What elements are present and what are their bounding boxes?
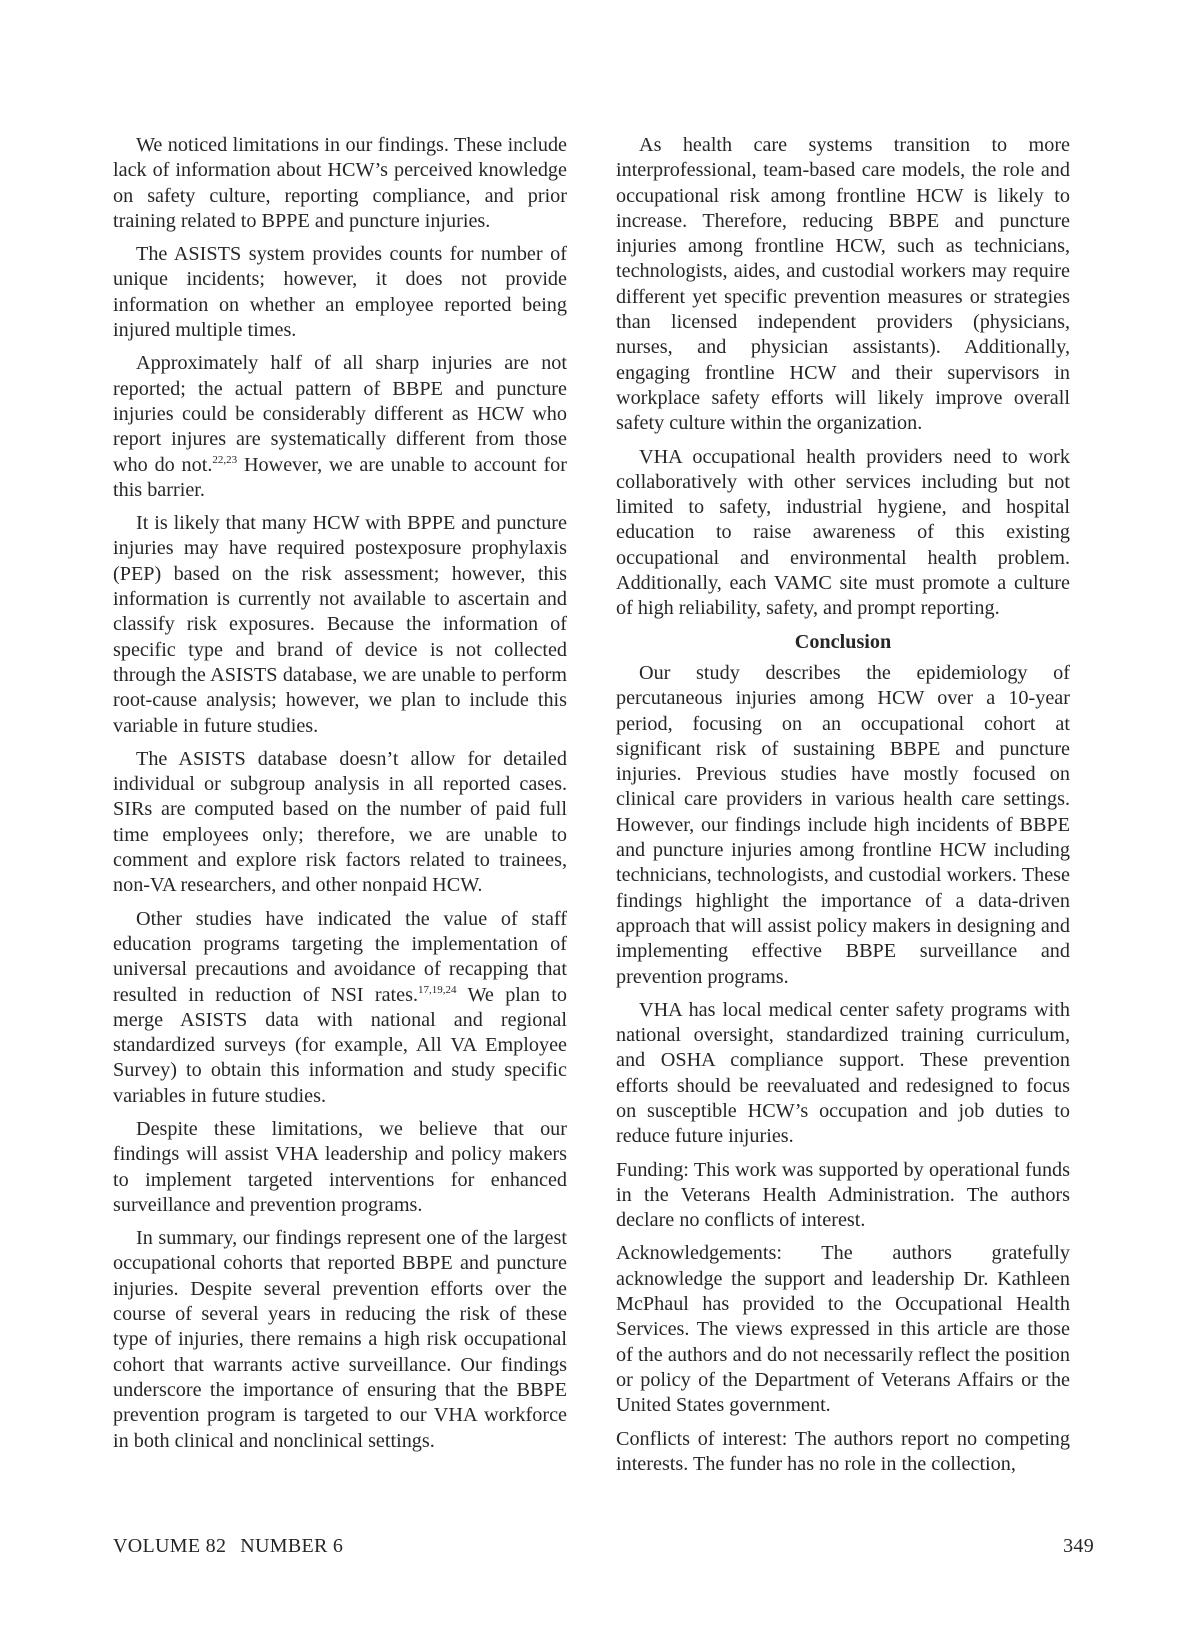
citation: 17,19,24 [418,983,457,996]
paragraph-health-systems: As health care systems transition to more interprofessional, team-based care models, the role and occupational risk among frontline HCW is likely to increase. Therefore, reducing BBPE and puncture injuries among frontline HCW, such as technicians, technologists, aides, and custodial workers may require different yet specific prevention measures or strategies than licensed independent providers (physicians, nurses, and physician assistants). Additionally, engaging frontline HCW and their supervisors in workplace safety efforts will likely improve overall safety culture within the organization. [616,134,1070,435]
paragraph-asists-database: The ASISTS database doesn’t allow for detailed individual or subgroup analysis in all reported cases. SIRs are computed based on the number of paid full time employees only; therefore, we are unable to comment and explore risk factors related to trainees, non-VA researchers, and other nonpaid HCW. [113,747,567,897]
paragraph-vha-programs: VHA has local medical center safety programs with national oversight, standardized training curriculum, and OSHA compliance support. These prevention efforts should be reevaluated and redesigned to focus on susceptible HCW’s occupation and job duties to reduce future injuries. [616,998,1070,1148]
paragraph-education-programs [113,907,567,1109]
footer-volume-info [113,1535,343,1558]
paragraph-acknowledgements: Acknowledgements: The authors gratefully acknowledge the support and leadership Dr. Kathleen McPhaul has provided to the Occupational Health Services. The views expressed in this article are those of the authors and do not necessarily reflect the position or policy of the Department of Veterans Affairs or the United States government. [616,1242,1070,1417]
paragraph-text: Approximately half of all sharp injuries are not reported; the actual pattern of BBPE and puncture injuries could be considerably different as HCW who report injures are systematically different from those who do not. [113,352,567,476]
paragraph-asists-counts: The ASISTS system provides counts for number of unique incidents; however, it does not provide information on whether an employee reported being injured multiple times. [113,243,567,342]
paragraph-conflicts: Conflicts of interest: The authors report no competing interests. The funder has no role in the collection, [616,1427,1070,1475]
paragraph-pep: It is likely that many HCW with BPPE and puncture injuries may have required postexposure prophylaxis (PEP) based on the risk assessment; however, this information is currently not available to ascertain and classify risk exposures. Because the information of specific type and brand of device is not collected through the ASISTS database, we are unable to perform root-cause analysis; however, we plan to include this variable in future studies. [113,512,567,737]
paragraph-text: We plan to merge ASISTS data with national and regional standardized surveys (for example, All VA Employee Survey) to obtain this information and study specific variables in future studies. [113,983,568,1107]
issue-number-label: NUMBER 6 [240,1535,344,1557]
paragraph-underreporting [113,351,567,503]
paragraph-vha-providers: VHA occupational health providers need to work collaboratively with other services including but not limited to safety, industrial hygiene, and hospital education to raise awareness of this existing occupational and environmental health problem. Additionally, each VAMC site must promote a culture of high reliability, safety, and prompt reporting. [616,445,1070,620]
volume-label: VOLUME 82 [113,1535,227,1557]
paragraph-text: Other studies have indicated the value of staff education programs targeting the implementation of universal precautions and avoidance of recapping that resulted in reduction of NSI rates. [113,907,567,1006]
paragraph-summary: In summary, our findings represent one of the largest occupational cohorts that reported BBPE and puncture injuries. Despite several prevention efforts over the course of several years in reducing the risk of these type of injuries, there remains a high risk occupational cohort that warrants active surveillance. Our findings underscore the importance of ensuring that the BBPE prevention program is targeted to our VHA workforce in both clinical and nonclinical settings. [113,1227,567,1452]
section-heading-conclusion: Conclusion [794,630,892,653]
left-column [113,133,567,1462]
paragraph-text: However, we are unable to account for this barrier. [113,453,568,501]
paragraph-conclusion: Our study describes the epidemiology of percutaneous injuries among HCW over a 10-year period, focusing on an occupational cohort at significant risk of sustaining BBPE and puncture injuries. Previous studies have mostly focused on clinical care providers in various health care settings. However, our findings include high incidents of BBPE and puncture injuries among frontline HCW including technicians, technologists, and custodial workers. These findings highlight the importance of a data-driven approach that will assist policy makers in designing and implementing effective BBPE surveillance and prevention programs. [616,661,1070,988]
paragraph-limitations: We noticed limitations in our findings. These include lack of information about HCW’s perceived knowledge on safety culture, reporting compliance, and prior training related to BPPE and puncture injuries. [113,134,567,232]
right-column [616,133,1070,1485]
citation: 22,23 [212,453,238,466]
page-number: 349 [1063,1535,1094,1557]
paragraph-funding: Funding: This work was supported by operational funds in the Veterans Health Administration. The authors declare no conflicts of interest. [616,1158,1070,1232]
paragraph-despite-limitations: Despite these limitations, we believe that our findings will assist VHA leadership and policy makers to implement targeted interventions for enhanced surveillance and prevention programs. [113,1117,567,1216]
